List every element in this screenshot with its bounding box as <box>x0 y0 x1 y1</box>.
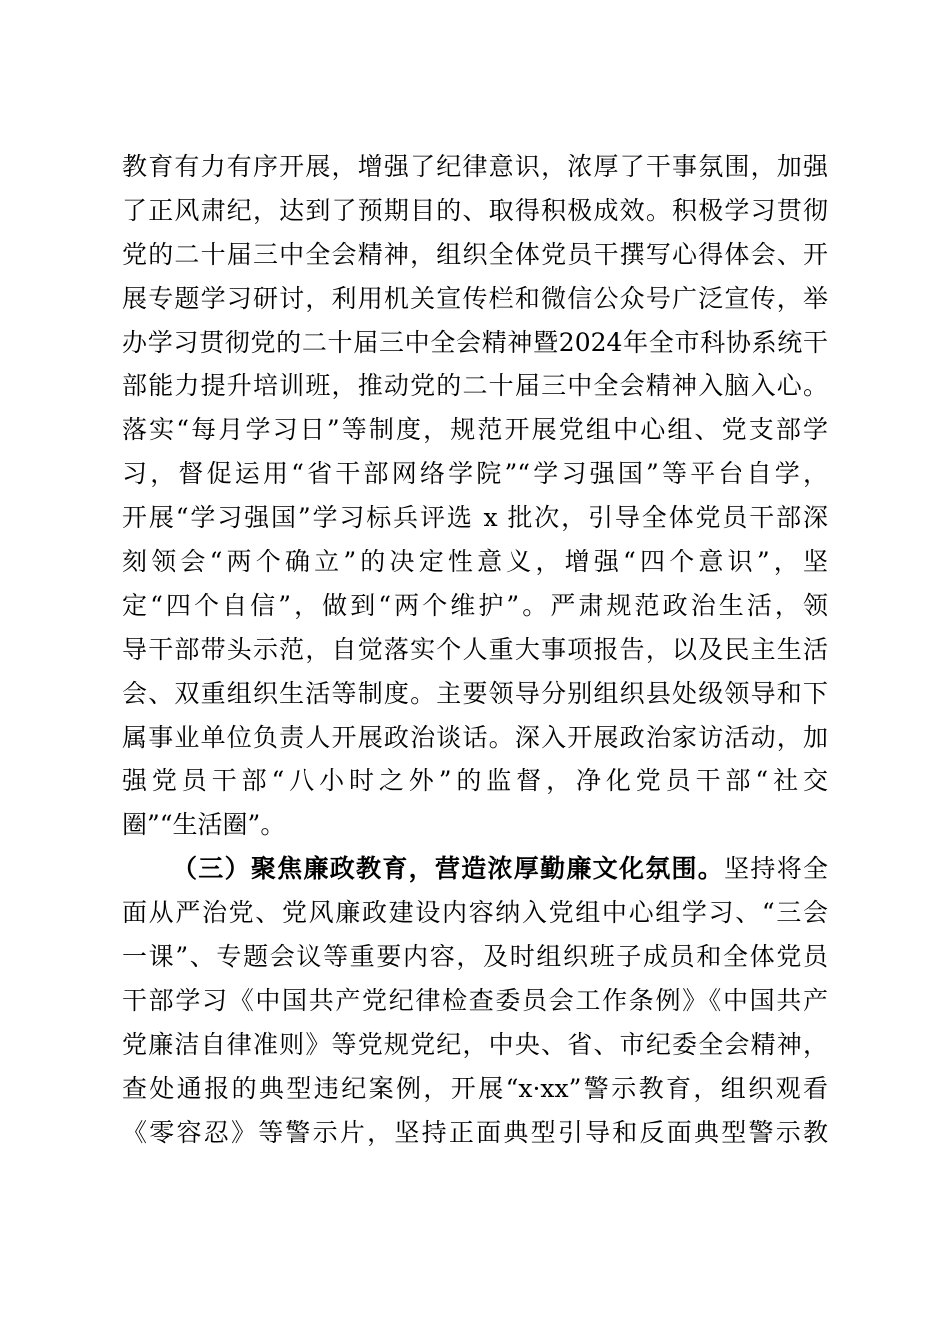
paragraph-line: 查处通报的典型违纪案例，开展“x·xx”警示教育，组织观看 <box>122 1073 828 1103</box>
paragraph-line: 习，督促运用“省干部网络学院”“学习强国”等平台自学， <box>122 459 828 489</box>
paragraph-line: 落实“每月学习日”等制度，规范开展党组中心组、党支部学 <box>122 415 828 445</box>
paragraph-line: 党廉洁自律准则》等党规党纪，中央、省、市纪委全会精神， <box>122 1029 828 1059</box>
section-3-first-line <box>122 847 828 891</box>
paragraph-line: 办学习贯彻党的二十届三中全会精神暨2024年全市科协系统干 <box>122 327 828 357</box>
body-text <box>122 145 828 1154</box>
paragraph-line: 定“四个自信”，做到“两个维护”。严肃规范政治生活，领 <box>122 590 828 620</box>
paragraph-line: 教育有力有序开展，增强了纪律意识，浓厚了干事氛围，加强 <box>122 152 828 181</box>
section-3-heading: （三）聚焦廉政教育，营造浓厚勤廉文化氛围。 <box>172 854 725 884</box>
paragraph-line: 强党员干部“八小时之外”的监督，净化党员干部“社交 <box>122 766 828 796</box>
paragraph-line: 一课”、专题会议等重要内容，及时组织班子成员和全体党员 <box>122 942 828 972</box>
paragraph-line: 开展“学习强国”学习标兵评选 x 批次，引导全体党员干部深 <box>122 503 828 533</box>
section-3-first-line-rest: 坚持将全 <box>724 854 828 884</box>
paragraph-line: 《零容忍》等警示片，坚持正面典型引导和反面典型警示教 <box>122 1117 828 1147</box>
paragraph-line: 刻领会“两个确立”的决定性意义，增强“四个意识”，坚 <box>122 547 828 577</box>
paragraph-line: 属事业单位负责人开展政治谈话。深入开展政治家访活动，加 <box>122 722 828 752</box>
paragraph-line: 会、双重组织生活等制度。主要领导分别组织县处级领导和下 <box>122 678 828 708</box>
paragraph-line: 干部学习《中国共产党纪律检查委员会工作条例》《中国共产 <box>122 985 828 1015</box>
paragraph-line: 部能力提升培训班，推动党的二十届三中全会精神入脑入心。 <box>122 371 828 401</box>
paragraph-line: 党的二十届三中全会精神，组织全体党员干撰写心得体会、开 <box>122 239 828 269</box>
paragraph-line: 圈”“生活圈”。 <box>122 810 286 840</box>
paragraph-line: 面从严治党、党风廉政建设内容纳入党组中心组学习、“三会 <box>122 898 828 928</box>
paragraph-line: 导干部带头示范，自觉落实个人重大事项报告，以及民主生活 <box>122 634 828 664</box>
paragraph-line: 了正风肃纪，达到了预期目的、取得积极成效。积极学习贯彻 <box>122 195 828 225</box>
paragraph-line: 展专题学习研讨，利用机关宣传栏和微信公众号广泛宣传，举 <box>122 283 828 313</box>
